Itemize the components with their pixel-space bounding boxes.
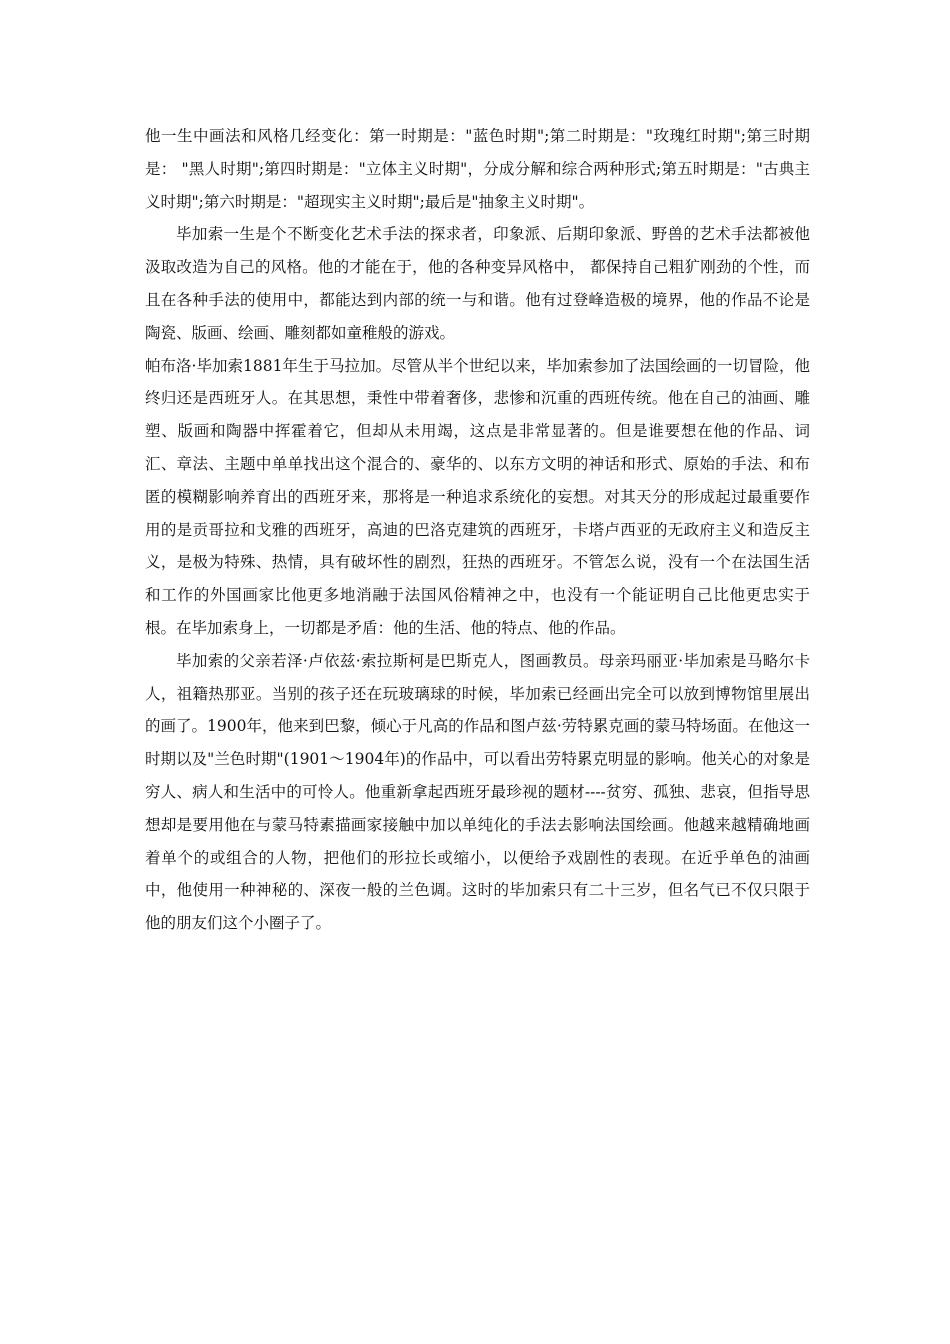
document-body [145,120,810,940]
paragraph-family-early-years: 毕加索的父亲若泽·卢依兹·索拉斯柯是巴斯克人，图画教员。母亲玛丽亚·毕加索是马略尔卡人，祖籍热那亚。当别的孩子还在玩玻璃球的时候，毕加索已经画出完全可以放到博物馆里展出的画了。1900年，他来到巴黎，倾心于凡高的作品和图卢兹·劳特累克画的蒙马特场面。在他这一时期以及"兰色时期"(1901～1904年)的作品中，可以看出劳特累克明显的影响。他关心的对象是穷人、病人和生活中的可怜人。他重新拿起西班牙最珍视的题材----贫穷、孤独、悲哀，但指导思想却是要用他在与蒙马特素描画家接触中加以单纯化的手法去影响法国绘画。他越来越精确地画着单个的或组合的人物，把他们的形拉长或缩小，以便给予戏剧性的表现。在近乎单色的油画中，他使用一种神秘的、深夜一般的兰色调。这时的毕加索只有二十三岁，但名气已不仅只限于他的朋友们这个小圈子了。 [145,651,810,933]
paragraph-artistic-seeker: 毕加索一生是个不断变化艺术手法的探求者，印象派、后期印象派、野兽的艺术手法都被他汲取改造为自己的风格。他的才能在于，他的各种变异风格中， 都保持自己粗犷刚劲的个性，而且在各种手法的使用中，都能达到内部的统一与和谐。他有过登峰造极的境界，他的作品不论是陶瓷、版画、绘画、雕刻都如童稚般的游戏。 [145,225,810,342]
paragraph-spanish-origin: 帕布洛·毕加索1881年生于马拉加。尽管从半个世纪以来，毕加索参加了法国绘画的一切冒险，他终归还是西班牙人。在其思想，秉性中带着奢侈，悲惨和沉重的西班传统。他在自己的油画、雕塑、版画和陶器中挥霍着它，但却从未用竭，这点是非常显著的。但是谁要想在他的作品、词汇、章法、主题中单单找出这个混合的、豪华的、以东方文明的神话和形式、原始的手法、和布匿的模糊影响养育出的西班牙来，那将是一种追求系统化的妄想。对其天分的形成起过最重要作用的是贡哥拉和戈雅的西班牙，高迪的巴洛克建筑的西班牙，卡塔卢西亚的无政府主义和造反主义，是极为特殊、热情，具有破坏性的剧烈，狂热的西班牙。不管怎么说，没有一个在法国生活和工作的外国画家比他更多地消融于法国风俗精神之中，也没有一个能证明自己比他更忠实于根。在毕加索身上，一切都是矛盾：他的生活、他的特点、他的作品。 [145,356,810,637]
paragraph-style-periods: 他一生中画法和风格几经变化：第一时期是："蓝色时期";第二时期是："玫瑰红时期";第三时期是： "黑人时期";第四时期是："立体主义时期"，分成分解和综合两种形式;第五时期是："古典主义时期";第六时期是："超现实主义时期";最后是"抽象主义时期"。 [145,127,810,211]
